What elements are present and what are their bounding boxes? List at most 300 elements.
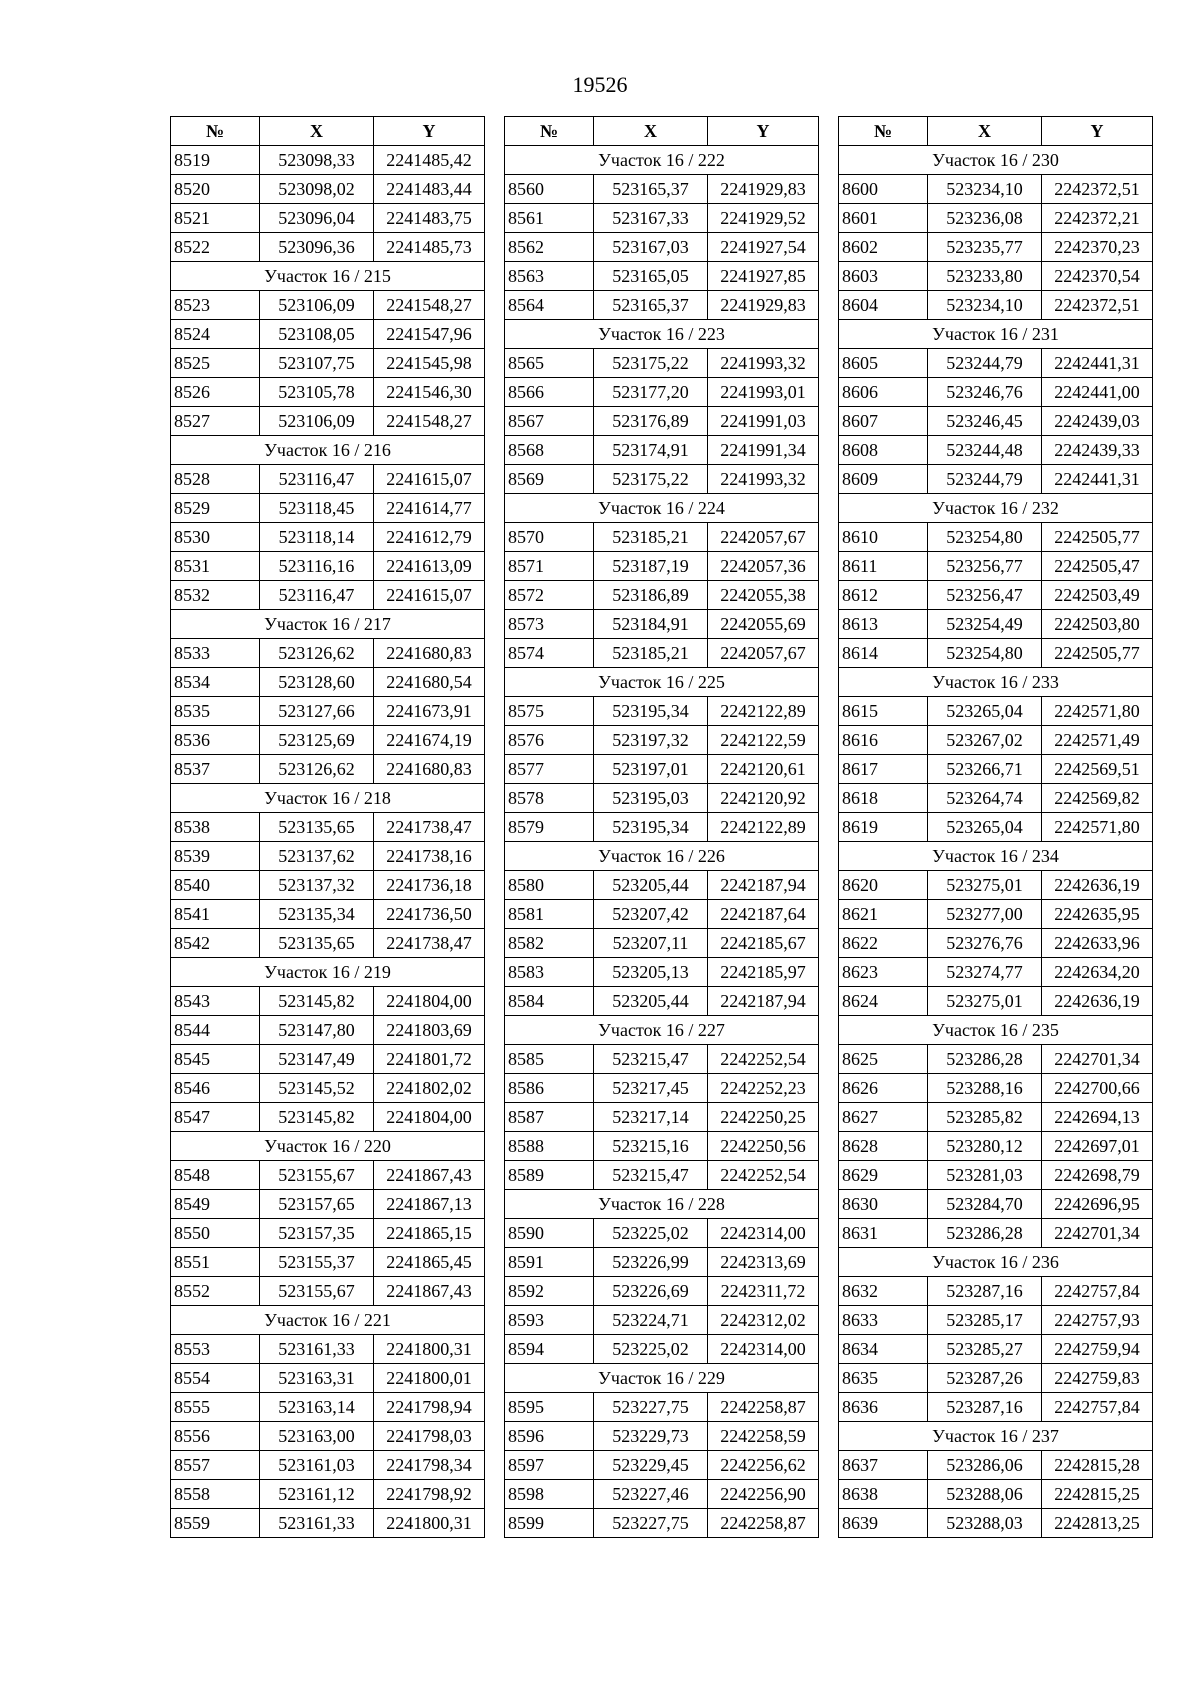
y-value: 2242372,21 [1042,204,1153,233]
point-number: 8622 [839,929,928,958]
table-row [505,552,819,581]
y-value: 2242187,94 [708,871,819,900]
x-value: 523285,27 [928,1335,1042,1364]
table-row [171,523,485,552]
point-number: 8558 [171,1480,260,1509]
table-row [171,1480,485,1509]
y-value: 2242185,67 [708,929,819,958]
table-row [171,726,485,755]
point-number: 8627 [839,1103,928,1132]
y-value: 2241680,54 [374,668,485,697]
y-value: 2241798,03 [374,1422,485,1451]
point-number: 8619 [839,813,928,842]
y-value: 2242256,90 [708,1480,819,1509]
section-row [839,842,1153,871]
table-row [171,1393,485,1422]
x-value: 523163,00 [260,1422,374,1451]
y-value: 2241798,92 [374,1480,485,1509]
y-value: 2242813,25 [1042,1509,1153,1538]
section-title: Участок 16 / 225 [505,668,819,697]
table-row [839,1451,1153,1480]
point-number: 8530 [171,523,260,552]
x-value: 523276,76 [928,929,1042,958]
table-row [839,291,1153,320]
point-number: 8588 [505,1132,594,1161]
x-value: 523165,37 [594,175,708,204]
x-value: 523256,47 [928,581,1042,610]
section-row [505,494,819,523]
point-number: 8623 [839,958,928,987]
x-value: 523197,32 [594,726,708,755]
section-title: Участок 16 / 228 [505,1190,819,1219]
coordinates-table-2 [504,116,819,1538]
y-value: 2241800,01 [374,1364,485,1393]
x-value: 523256,77 [928,552,1042,581]
point-number: 8578 [505,784,594,813]
point-number: 8559 [171,1509,260,1538]
y-value: 2241548,27 [374,407,485,436]
x-value: 523286,06 [928,1451,1042,1480]
x-value: 523288,06 [928,1480,1042,1509]
x-value: 523265,04 [928,813,1042,842]
y-value: 2242122,59 [708,726,819,755]
y-value: 2242439,33 [1042,436,1153,465]
table-row [171,494,485,523]
y-value: 2242694,13 [1042,1103,1153,1132]
x-value: 523197,01 [594,755,708,784]
table-row [171,1161,485,1190]
column-header-number: № [171,117,260,146]
y-value: 2242122,89 [708,813,819,842]
table-row [505,349,819,378]
y-value: 2242441,00 [1042,378,1153,407]
y-value: 2242250,56 [708,1132,819,1161]
column-header-x: X [928,117,1042,146]
table-row [171,1219,485,1248]
y-value: 2242698,79 [1042,1161,1153,1190]
x-value: 523287,16 [928,1393,1042,1422]
column-header-x: X [260,117,374,146]
point-number: 8606 [839,378,928,407]
y-value: 2242252,23 [708,1074,819,1103]
y-value: 2242372,51 [1042,175,1153,204]
x-value: 523175,22 [594,465,708,494]
point-number: 8639 [839,1509,928,1538]
point-number: 8615 [839,697,928,726]
x-value: 523229,73 [594,1422,708,1451]
x-value: 523284,70 [928,1190,1042,1219]
x-value: 523106,09 [260,291,374,320]
section-title: Участок 16 / 227 [505,1016,819,1045]
table-header-row [171,117,485,146]
point-number: 8628 [839,1132,928,1161]
table-row [839,204,1153,233]
x-value: 523155,37 [260,1248,374,1277]
point-number: 8608 [839,436,928,465]
y-value: 2242441,31 [1042,349,1153,378]
table-row [839,407,1153,436]
x-value: 523265,04 [928,697,1042,726]
point-number: 8626 [839,1074,928,1103]
x-value: 523277,00 [928,900,1042,929]
table-row [839,1190,1153,1219]
y-value: 2242757,84 [1042,1277,1153,1306]
y-value: 2242370,54 [1042,262,1153,291]
table-row [505,1335,819,1364]
y-value: 2242635,95 [1042,900,1153,929]
y-value: 2241804,00 [374,1103,485,1132]
section-title: Участок 16 / 237 [839,1422,1153,1451]
section-row [171,1306,485,1335]
table-row [171,581,485,610]
y-value: 2242569,82 [1042,784,1153,813]
y-value: 2241485,42 [374,146,485,175]
table-row [171,1190,485,1219]
x-value: 523254,49 [928,610,1042,639]
x-value: 523147,80 [260,1016,374,1045]
table-row [171,175,485,204]
table-row [505,1277,819,1306]
x-value: 523246,76 [928,378,1042,407]
section-title: Участок 16 / 219 [171,958,485,987]
x-value: 523285,17 [928,1306,1042,1335]
table-row [171,1364,485,1393]
y-value: 2241803,69 [374,1016,485,1045]
point-number: 8620 [839,871,928,900]
point-number: 8564 [505,291,594,320]
y-value: 2242759,94 [1042,1335,1153,1364]
point-number: 8540 [171,871,260,900]
point-number: 8637 [839,1451,928,1480]
section-title: Участок 16 / 216 [171,436,485,465]
y-value: 2242370,23 [1042,233,1153,262]
y-value: 2241929,52 [708,204,819,233]
x-value: 523175,22 [594,349,708,378]
point-number: 8567 [505,407,594,436]
point-number: 8520 [171,175,260,204]
point-number: 8630 [839,1190,928,1219]
point-number: 8556 [171,1422,260,1451]
y-value: 2242252,54 [708,1045,819,1074]
point-number: 8611 [839,552,928,581]
x-value: 523286,28 [928,1219,1042,1248]
y-value: 2242633,96 [1042,929,1153,958]
table-row [171,291,485,320]
table-row [505,1161,819,1190]
table-row [171,1335,485,1364]
table-row [171,1451,485,1480]
table-row [505,1422,819,1451]
section-row [839,494,1153,523]
point-number: 8563 [505,262,594,291]
column-header-number: № [505,117,594,146]
x-value: 523125,69 [260,726,374,755]
y-value: 2241612,79 [374,523,485,552]
point-number: 8599 [505,1509,594,1538]
x-value: 523185,21 [594,523,708,552]
point-number: 8582 [505,929,594,958]
table-row [171,1016,485,1045]
table-row [505,1103,819,1132]
y-value: 2242815,28 [1042,1451,1153,1480]
y-value: 2241673,91 [374,697,485,726]
point-number: 8595 [505,1393,594,1422]
x-value: 523145,52 [260,1074,374,1103]
section-title: Участок 16 / 231 [839,320,1153,349]
point-number: 8600 [839,175,928,204]
x-value: 523118,14 [260,523,374,552]
table-row [171,668,485,697]
table-row [505,1509,819,1538]
point-number: 8551 [171,1248,260,1277]
table-row [171,204,485,233]
table-row [505,958,819,987]
point-number: 8539 [171,842,260,871]
point-number: 8631 [839,1219,928,1248]
y-value: 2241613,09 [374,552,485,581]
table-row [505,291,819,320]
point-number: 8592 [505,1277,594,1306]
point-number: 8580 [505,871,594,900]
point-number: 8594 [505,1335,594,1364]
section-row [171,610,485,639]
table-row [839,900,1153,929]
y-value: 2241680,83 [374,755,485,784]
point-number: 8548 [171,1161,260,1190]
x-value: 523195,03 [594,784,708,813]
point-number: 8527 [171,407,260,436]
x-value: 523106,09 [260,407,374,436]
point-number: 8549 [171,1190,260,1219]
point-number: 8621 [839,900,928,929]
x-value: 523236,08 [928,204,1042,233]
x-value: 523155,67 [260,1161,374,1190]
y-value: 2242372,51 [1042,291,1153,320]
x-value: 523174,91 [594,436,708,465]
x-value: 523096,36 [260,233,374,262]
table-row [171,1277,485,1306]
x-value: 523116,47 [260,465,374,494]
y-value: 2241614,77 [374,494,485,523]
x-value: 523233,80 [928,262,1042,291]
y-value: 2242057,36 [708,552,819,581]
y-value: 2241800,31 [374,1335,485,1364]
x-value: 523145,82 [260,1103,374,1132]
table-row [505,987,819,1016]
y-value: 2241804,00 [374,987,485,1016]
y-value: 2242439,03 [1042,407,1153,436]
section-title: Участок 16 / 222 [505,146,819,175]
x-value: 523096,04 [260,204,374,233]
x-value: 523205,44 [594,987,708,1016]
point-number: 8598 [505,1480,594,1509]
point-number: 8618 [839,784,928,813]
y-value: 2242815,25 [1042,1480,1153,1509]
x-value: 523126,62 [260,755,374,784]
point-number: 8633 [839,1306,928,1335]
x-value: 523267,02 [928,726,1042,755]
point-number: 8625 [839,1045,928,1074]
y-value: 2241993,01 [708,378,819,407]
point-number: 8535 [171,697,260,726]
section-row [839,146,1153,175]
y-value: 2241867,43 [374,1161,485,1190]
section-row [171,1132,485,1161]
column-header-y: Y [708,117,819,146]
table-row [505,929,819,958]
table-row [839,755,1153,784]
x-value: 523215,47 [594,1161,708,1190]
section-title: Участок 16 / 221 [171,1306,485,1335]
point-number: 8586 [505,1074,594,1103]
table-row [171,552,485,581]
section-title: Участок 16 / 223 [505,320,819,349]
y-value: 2241738,47 [374,813,485,842]
table-row [505,407,819,436]
y-value: 2241929,83 [708,291,819,320]
y-value: 2241991,34 [708,436,819,465]
section-row [839,1248,1153,1277]
section-row [505,842,819,871]
section-title: Участок 16 / 218 [171,784,485,813]
x-value: 523161,12 [260,1480,374,1509]
point-number: 8593 [505,1306,594,1335]
table-row [839,552,1153,581]
y-value: 2241798,34 [374,1451,485,1480]
x-value: 523137,32 [260,871,374,900]
x-value: 523116,16 [260,552,374,581]
y-value: 2241545,98 [374,349,485,378]
point-number: 8573 [505,610,594,639]
table-row [505,1393,819,1422]
y-value: 2242700,66 [1042,1074,1153,1103]
x-value: 523286,28 [928,1045,1042,1074]
y-value: 2241680,83 [374,639,485,668]
table-row [839,697,1153,726]
table-row [171,1509,485,1538]
point-number: 8524 [171,320,260,349]
y-value: 2241993,32 [708,465,819,494]
point-number: 8565 [505,349,594,378]
x-value: 523281,03 [928,1161,1042,1190]
section-title: Участок 16 / 230 [839,146,1153,175]
point-number: 8534 [171,668,260,697]
table-row [505,378,819,407]
point-number: 8596 [505,1422,594,1451]
table-row [505,233,819,262]
table-row [505,581,819,610]
table-row [505,900,819,929]
x-value: 523147,49 [260,1045,374,1074]
y-value: 2241546,30 [374,378,485,407]
table-row [505,639,819,668]
point-number: 8609 [839,465,928,494]
point-number: 8528 [171,465,260,494]
table-row [171,349,485,378]
table-row [505,204,819,233]
section-title: Участок 16 / 234 [839,842,1153,871]
point-number: 8579 [505,813,594,842]
point-number: 8526 [171,378,260,407]
x-value: 523288,03 [928,1509,1042,1538]
point-number: 8538 [171,813,260,842]
y-value: 2242571,80 [1042,697,1153,726]
y-value: 2241865,15 [374,1219,485,1248]
y-value: 2242258,87 [708,1509,819,1538]
y-value: 2242252,54 [708,1161,819,1190]
x-value: 523225,02 [594,1219,708,1248]
table-row [839,958,1153,987]
point-number: 8536 [171,726,260,755]
x-value: 523135,65 [260,813,374,842]
x-value: 523244,48 [928,436,1042,465]
table-row [839,1509,1153,1538]
table-row [839,523,1153,552]
y-value: 2242503,80 [1042,610,1153,639]
point-number: 8550 [171,1219,260,1248]
x-value: 523207,42 [594,900,708,929]
table-row [171,871,485,900]
x-value: 523287,16 [928,1277,1042,1306]
table-row [505,610,819,639]
x-value: 523128,60 [260,668,374,697]
table-row [171,900,485,929]
section-row [839,1422,1153,1451]
table-row [171,1248,485,1277]
y-value: 2242256,62 [708,1451,819,1480]
y-value: 2242187,94 [708,987,819,1016]
y-value: 2242697,01 [1042,1132,1153,1161]
y-value: 2241548,27 [374,291,485,320]
point-number: 8557 [171,1451,260,1480]
table-row [839,1364,1153,1393]
y-value: 2242569,51 [1042,755,1153,784]
y-value: 2241927,54 [708,233,819,262]
table-row [505,262,819,291]
y-value: 2242313,69 [708,1248,819,1277]
table-row [505,1219,819,1248]
point-number: 8610 [839,523,928,552]
y-value: 2242634,20 [1042,958,1153,987]
x-value: 523288,16 [928,1074,1042,1103]
point-number: 8537 [171,755,260,784]
point-number: 8547 [171,1103,260,1132]
table-row [171,813,485,842]
table-row [839,175,1153,204]
y-value: 2242505,47 [1042,552,1153,581]
y-value: 2242312,02 [708,1306,819,1335]
table-row [839,987,1153,1016]
point-number: 8616 [839,726,928,755]
point-number: 8561 [505,204,594,233]
x-value: 523226,69 [594,1277,708,1306]
table-row [171,639,485,668]
x-value: 523127,66 [260,697,374,726]
point-number: 8587 [505,1103,594,1132]
table-row [505,175,819,204]
x-value: 523165,37 [594,291,708,320]
x-value: 523167,33 [594,204,708,233]
y-value: 2242057,67 [708,523,819,552]
point-number: 8571 [505,552,594,581]
table-row [839,929,1153,958]
x-value: 523226,99 [594,1248,708,1277]
point-number: 8542 [171,929,260,958]
y-value: 2241867,43 [374,1277,485,1306]
point-number: 8591 [505,1248,594,1277]
y-value: 2242701,34 [1042,1045,1153,1074]
point-number: 8525 [171,349,260,378]
